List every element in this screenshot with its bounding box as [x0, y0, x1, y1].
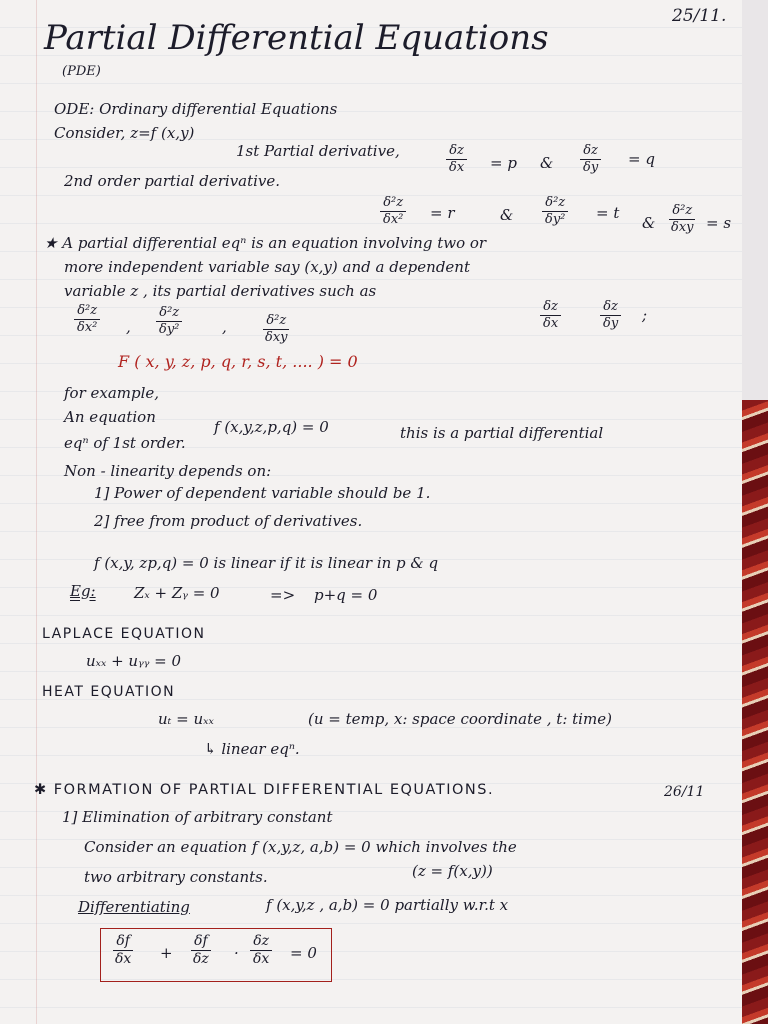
fraction-dz-dy	[600, 300, 621, 332]
numerator: δ²z	[156, 306, 182, 322]
fraction-dz-dx	[446, 144, 467, 176]
this-is-pde-text: this is a partial differential	[400, 424, 604, 442]
differentiating-label: Differentiating	[78, 898, 190, 916]
fraction-dz-dx	[250, 934, 272, 968]
comma: ,	[126, 318, 131, 336]
denominator: δxy	[265, 330, 288, 346]
t-equals: = t	[596, 204, 620, 222]
plus-sign: +	[160, 944, 173, 962]
first-partial-label: 1st Partial derivative,	[236, 142, 400, 160]
and-symbol: &	[500, 206, 514, 224]
heat-note: (u = temp, x: space coordinate , t: time)	[308, 710, 612, 728]
denominator: δy²	[159, 322, 180, 338]
fraction-d2z-dy2	[156, 306, 182, 338]
pde-definition-line-3: variable z , its partial derivatives such as	[64, 282, 377, 300]
formation-heading: ✱ FORMATION OF PARTIAL DIFFERENTIAL EQUATIONS.	[34, 782, 495, 798]
condition-1: 1] Power of dependent variable should be 1.	[94, 484, 431, 502]
consider-equation: Consider an equation f (x,y,z, a,b) = 0 which involves the	[84, 838, 517, 856]
numerator: δ²z	[380, 196, 406, 212]
heat-heading: HEAT EQUATION	[42, 684, 176, 700]
fraction-df-dx	[112, 934, 134, 968]
pde-definition-line-2: more independent variable say (x,y) and a dependent	[64, 258, 470, 276]
comma: ,	[222, 318, 227, 336]
laplace-equation: uₓₓ + uᵧᵧ = 0	[86, 652, 182, 670]
abbreviation: (PDE)	[62, 64, 101, 79]
numerator: δz	[600, 300, 621, 316]
denominator: δx²	[77, 320, 98, 336]
numerator: δ²z	[74, 304, 100, 320]
example-result: p+q = 0	[314, 586, 378, 604]
background-fabric	[742, 400, 768, 1024]
numerator: δz	[446, 144, 467, 160]
equals-zero: = 0	[290, 944, 317, 962]
consider-line: Consider, z=f (x,y)	[54, 124, 195, 142]
denominator: δx	[115, 951, 132, 968]
and-symbol: &	[642, 214, 656, 232]
denominator: δy²	[545, 212, 566, 228]
fraction-d2z-dx2	[380, 196, 406, 228]
denominator: δx²	[383, 212, 404, 228]
numerator: δz	[580, 144, 601, 160]
fraction-d2z-dy2	[542, 196, 568, 228]
laplace-heading: LAPLACE EQUATION	[42, 626, 206, 642]
denominator: δz	[193, 951, 209, 968]
implies-arrow: =>	[270, 586, 296, 604]
second-order-label: 2nd order partial derivative.	[64, 172, 281, 190]
fraction-d2z-dxdy	[262, 314, 291, 346]
denominator: δx	[543, 316, 559, 332]
numerator: δz	[250, 934, 272, 951]
p-equals: = p	[490, 154, 517, 172]
numerator: δf	[191, 934, 211, 951]
fraction-dz-dy	[580, 144, 601, 176]
differentiation-statement: f (x,y,z , a,b) = 0 partially w.r.t x	[266, 896, 509, 914]
first-order-text: eqⁿ of 1st order.	[64, 434, 186, 452]
date-label: 25/11.	[672, 6, 727, 26]
dot-sign: ·	[234, 944, 239, 962]
semicolon: ;	[642, 306, 648, 324]
heat-equation: uₜ = uₓₓ	[158, 710, 214, 728]
numerator: δ²z	[263, 314, 289, 330]
r-equals: = r	[430, 204, 455, 222]
pde-definition-line-1: ★ A partial differential eqⁿ is an equation involving two or	[44, 234, 487, 252]
margin-line	[36, 0, 37, 1024]
denominator: δy	[583, 160, 599, 176]
linear-statement: f (x,y, zp,q) = 0 is linear if it is linear in p & q	[94, 554, 439, 572]
example-equation: Zₓ + Zᵧ = 0	[134, 584, 220, 602]
denominator: δx	[253, 951, 270, 968]
general-pde-form: F ( x, y, z, p, q, r, s, t, .... ) = 0	[118, 352, 358, 371]
fraction-df-dz	[190, 934, 212, 968]
an-equation-label: An equation	[64, 408, 156, 426]
fraction-dz-dx	[540, 300, 561, 332]
denominator: δx	[449, 160, 465, 176]
for-example-label: for example,	[64, 384, 160, 402]
numerator: δ²z	[542, 196, 568, 212]
first-order-equation: f (x,y,z,p,q) = 0	[214, 418, 329, 436]
non-linearity-heading: Non - linearity depends on:	[64, 462, 272, 480]
linear-note: ↳ linear eqⁿ.	[204, 740, 300, 758]
numerator: δz	[540, 300, 561, 316]
s-equals: = s	[706, 214, 732, 232]
elimination-heading: 1] Elimination of arbitrary constant	[62, 808, 333, 826]
denominator: δy	[603, 316, 619, 332]
fraction-d2z-dxdy	[668, 204, 697, 236]
page-title: Partial Differential Equations	[44, 18, 549, 58]
and-symbol: &	[540, 154, 554, 172]
ode-line: ODE: Ordinary differential Equations	[54, 100, 338, 118]
date-label: 26/11	[664, 784, 705, 800]
z-function: (z = f(x,y))	[412, 862, 493, 880]
numerator: δ²z	[669, 204, 695, 220]
q-equals: = q	[628, 150, 655, 168]
fraction-d2z-dx2	[74, 304, 100, 336]
example-label: Eg:	[70, 582, 96, 600]
condition-2: 2] free from product of derivatives.	[94, 512, 363, 530]
denominator: δxy	[671, 220, 694, 236]
two-constants-text: two arbitrary constants.	[84, 868, 268, 886]
numerator: δf	[113, 934, 133, 951]
